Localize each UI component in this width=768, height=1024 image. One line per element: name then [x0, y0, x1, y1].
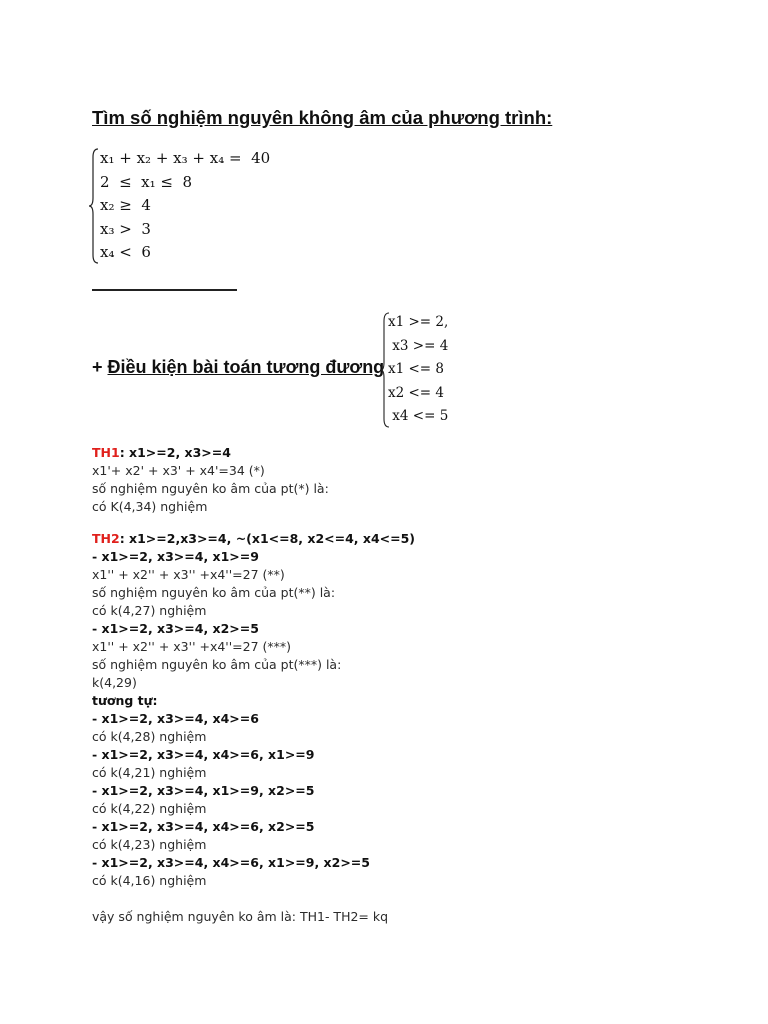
- th2-line: có k(4,16) nghiệm: [92, 873, 207, 888]
- th2-line: - x1>=2, x3>=4, x4>=6, x2>=5: [92, 819, 315, 834]
- th2-line: - x1>=2, x3>=4, x4>=6, x1>=9: [92, 747, 315, 762]
- system2-line: x4 <= 5: [388, 408, 449, 425]
- th2-line: - x1>=2, x3>=4, x1>=9: [92, 549, 259, 564]
- th1-line: có K(4,34) nghiệm: [92, 499, 208, 514]
- th2-line: x1'' + x2'' + x3'' +x4''=27 (**): [92, 567, 285, 582]
- th2-heading: [92, 530, 415, 548]
- th1-head: : x1>=2, x3>=4: [119, 445, 231, 460]
- divider-line: [92, 289, 237, 291]
- conclusion: vậy số nghiệm nguyên ko âm là: TH1- TH2= kq: [92, 909, 389, 924]
- equation-system-2: [380, 311, 490, 429]
- th1-line: x1'+ x2' + x3' + x4'=34 (*): [92, 463, 265, 478]
- th2-line: số nghiệm nguyên ko âm của pt(**) là:: [92, 585, 336, 600]
- system1-line: 2 ≤ x₁ ≤ 8: [100, 172, 193, 191]
- system1-line: x₁ + x₂ + x₃ + x₄ = 40: [100, 149, 271, 167]
- system2-line: x3 >= 4: [388, 337, 449, 354]
- system1-line: x₄ < 6: [100, 243, 151, 261]
- th2-line: có k(4,28) nghiệm: [92, 729, 207, 744]
- system2-line: x2 <= 4: [388, 384, 444, 401]
- th2-head: : x1>=2,x3>=4, ~(x1<=8, x2<=4, x4<=5): [119, 531, 416, 546]
- th2-line: - x1>=2, x3>=4, x2>=5: [92, 621, 259, 636]
- page-title: Tìm số nghiệm nguyên không âm của phương trình:: [92, 107, 553, 128]
- system1-line: x₂ ≥ 4: [100, 196, 151, 214]
- th2-line: k(4,29): [92, 675, 137, 690]
- system2-line: x1 <= 8: [388, 361, 444, 378]
- th2-line: - x1>=2, x3>=4, x4>=6, x1>=9, x2>=5: [92, 855, 370, 870]
- left-brace-icon: [88, 147, 100, 265]
- th2-line: có k(4,27) nghiệm: [92, 603, 207, 618]
- th1-line: số nghiệm nguyên ko âm của pt(*) là:: [92, 481, 329, 496]
- condition-prefix: +: [92, 357, 108, 377]
- th2-line: có k(4,21) nghiệm: [92, 765, 207, 780]
- condition-text: Điều kiện bài toán tương đương: [107, 357, 385, 377]
- th2-line: tương tự:: [92, 693, 158, 708]
- equation-system-1: [88, 147, 288, 265]
- th2-line: - x1>=2, x3>=4, x4>=6: [92, 711, 259, 726]
- condition-label: [92, 357, 384, 378]
- system2-line: x1 >= 2,: [388, 314, 449, 330]
- th2-line: số nghiệm nguyên ko âm của pt(***) là:: [92, 657, 342, 672]
- th1-heading: [92, 444, 231, 462]
- system1-line: x₃ > 3: [100, 219, 151, 238]
- th2-line: có k(4,23) nghiệm: [92, 837, 207, 852]
- th1-tag: TH1: [92, 445, 120, 460]
- th2-line: x1'' + x2'' + x3'' +x4''=27 (***): [92, 639, 292, 654]
- th2-tag: TH2: [92, 531, 120, 546]
- th2-line: - x1>=2, x3>=4, x1>=9, x2>=5: [92, 783, 315, 798]
- th2-line: có k(4,22) nghiệm: [92, 801, 207, 816]
